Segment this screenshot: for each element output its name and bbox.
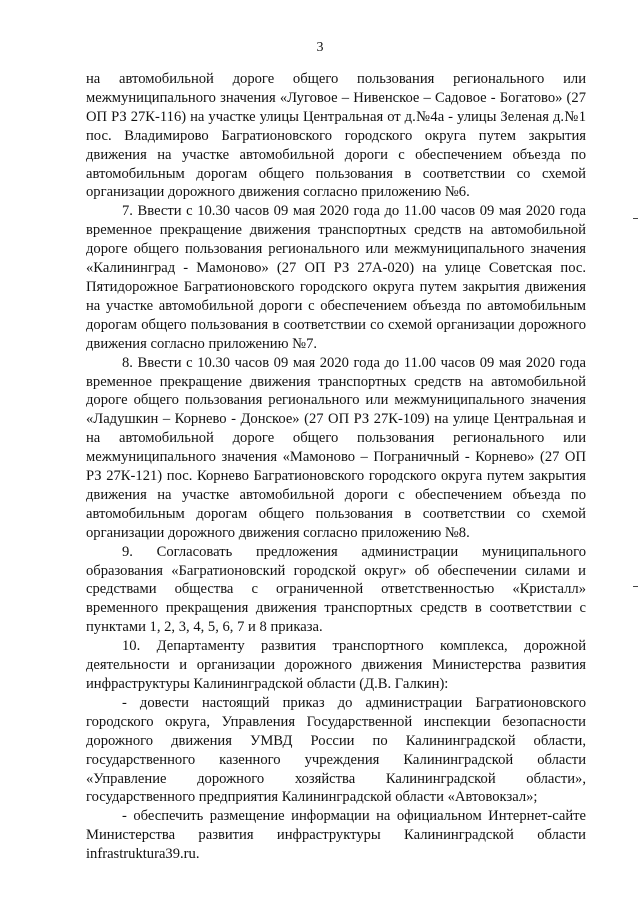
page-number: 3 [316, 40, 324, 55]
paragraph-item-10: 10. Департаменту развития транспортного комплекса, дорожной деятельности и организации дорожного движения Министерства развития инфраструктуры Калининградской области (Д.В. Галкин): [86, 638, 586, 692]
paragraph-bullet-publish-info: - обеспечить размещение информации на официальном Интернет-сайте Министерства развития инфраструктуры Калининградской области infrastruktura39.ru. [86, 808, 586, 863]
paragraph-bullet-deliver-order: - довести настоящий приказ до администрации Багратионовского городского округа, Управления Государственной инспекции безопасности дорожного движения УМВД России по Калининградской области, государственного казенного учреждения Калининградской области «Управление дорожного хозяйства Калининградской области», государственного предприятия Калининградской области «Автовокзал»; [86, 694, 586, 806]
paragraph-item-8: 8. Ввести с 10.30 часов 09 мая 2020 года до 11.00 часов 09 мая 2020 года временное прекращение движения транспортных средств на автомобильной дороге общего пользования регионального или межмуниципального значения «Ладушкин – Корнево - Донское» (27 ОП РЗ 27К-109) на улице Центральная и на автомобильной дороге общего пользования регионального или межмуниципального значения «Мамоново – Пограничный - Корнево» (27 ОП РЗ 27К-121) пос. Корнево Багратионовского городского округа путем закрытия движения на участке автомобильной дороги с обеспечением объезда по автомобильным дорогам общего пользования в соответствии со схемой организации дорожного движения согласно приложению №8. [86, 354, 586, 541]
margin-mark [633, 218, 638, 219]
document-body [86, 70, 586, 864]
paragraph-item-9: 9. Согласовать предложения администрации муниципального образования «Багратионовский городской округ» об обеспечении силами и средствами общества с ограниченной ответственностью «Кристалл» временного прекращения движения транспортных средств в соответствии с пунктами 1, 2, 3, 4, 5, 6, 7 и 8 приказа. [86, 543, 586, 636]
paragraph-item-7: 7. Ввести с 10.30 часов 09 мая 2020 года до 11.00 часов 09 мая 2020 года временное прекращение движения транспортных средств на автомобильной дороге общего пользования регионального или межмуниципального значения «Калининград - Мамоново» (27 ОП РЗ 27А-020) на улице Советская пос. Пятидорожное Багратионовского городского округа путем закрытия движения на участке автомобильной дороги с обеспечением объезда по автомобильным дорогам общего пользования в соответствии со схемой организации дорожного движения согласно приложению №7. [86, 203, 586, 352]
margin-mark [633, 586, 638, 587]
paragraph-continuation: на автомобильной дороге общего пользования регионального или межмуниципального значения «Луговое – Нивенское – Садовое - Богатово» (27 ОП РЗ 27К-116) на участке улицы Центральная от д.№4а - улицы Зеленая д.№1 пос. Владимирово Багратионовского городского округа путем закрытия движения на участке автомобильной дороги с обеспечением объезда по автомобильным дорогам общего пользования в соответствии со схемой организации дорожного движения согласно приложению №6. [86, 71, 586, 201]
